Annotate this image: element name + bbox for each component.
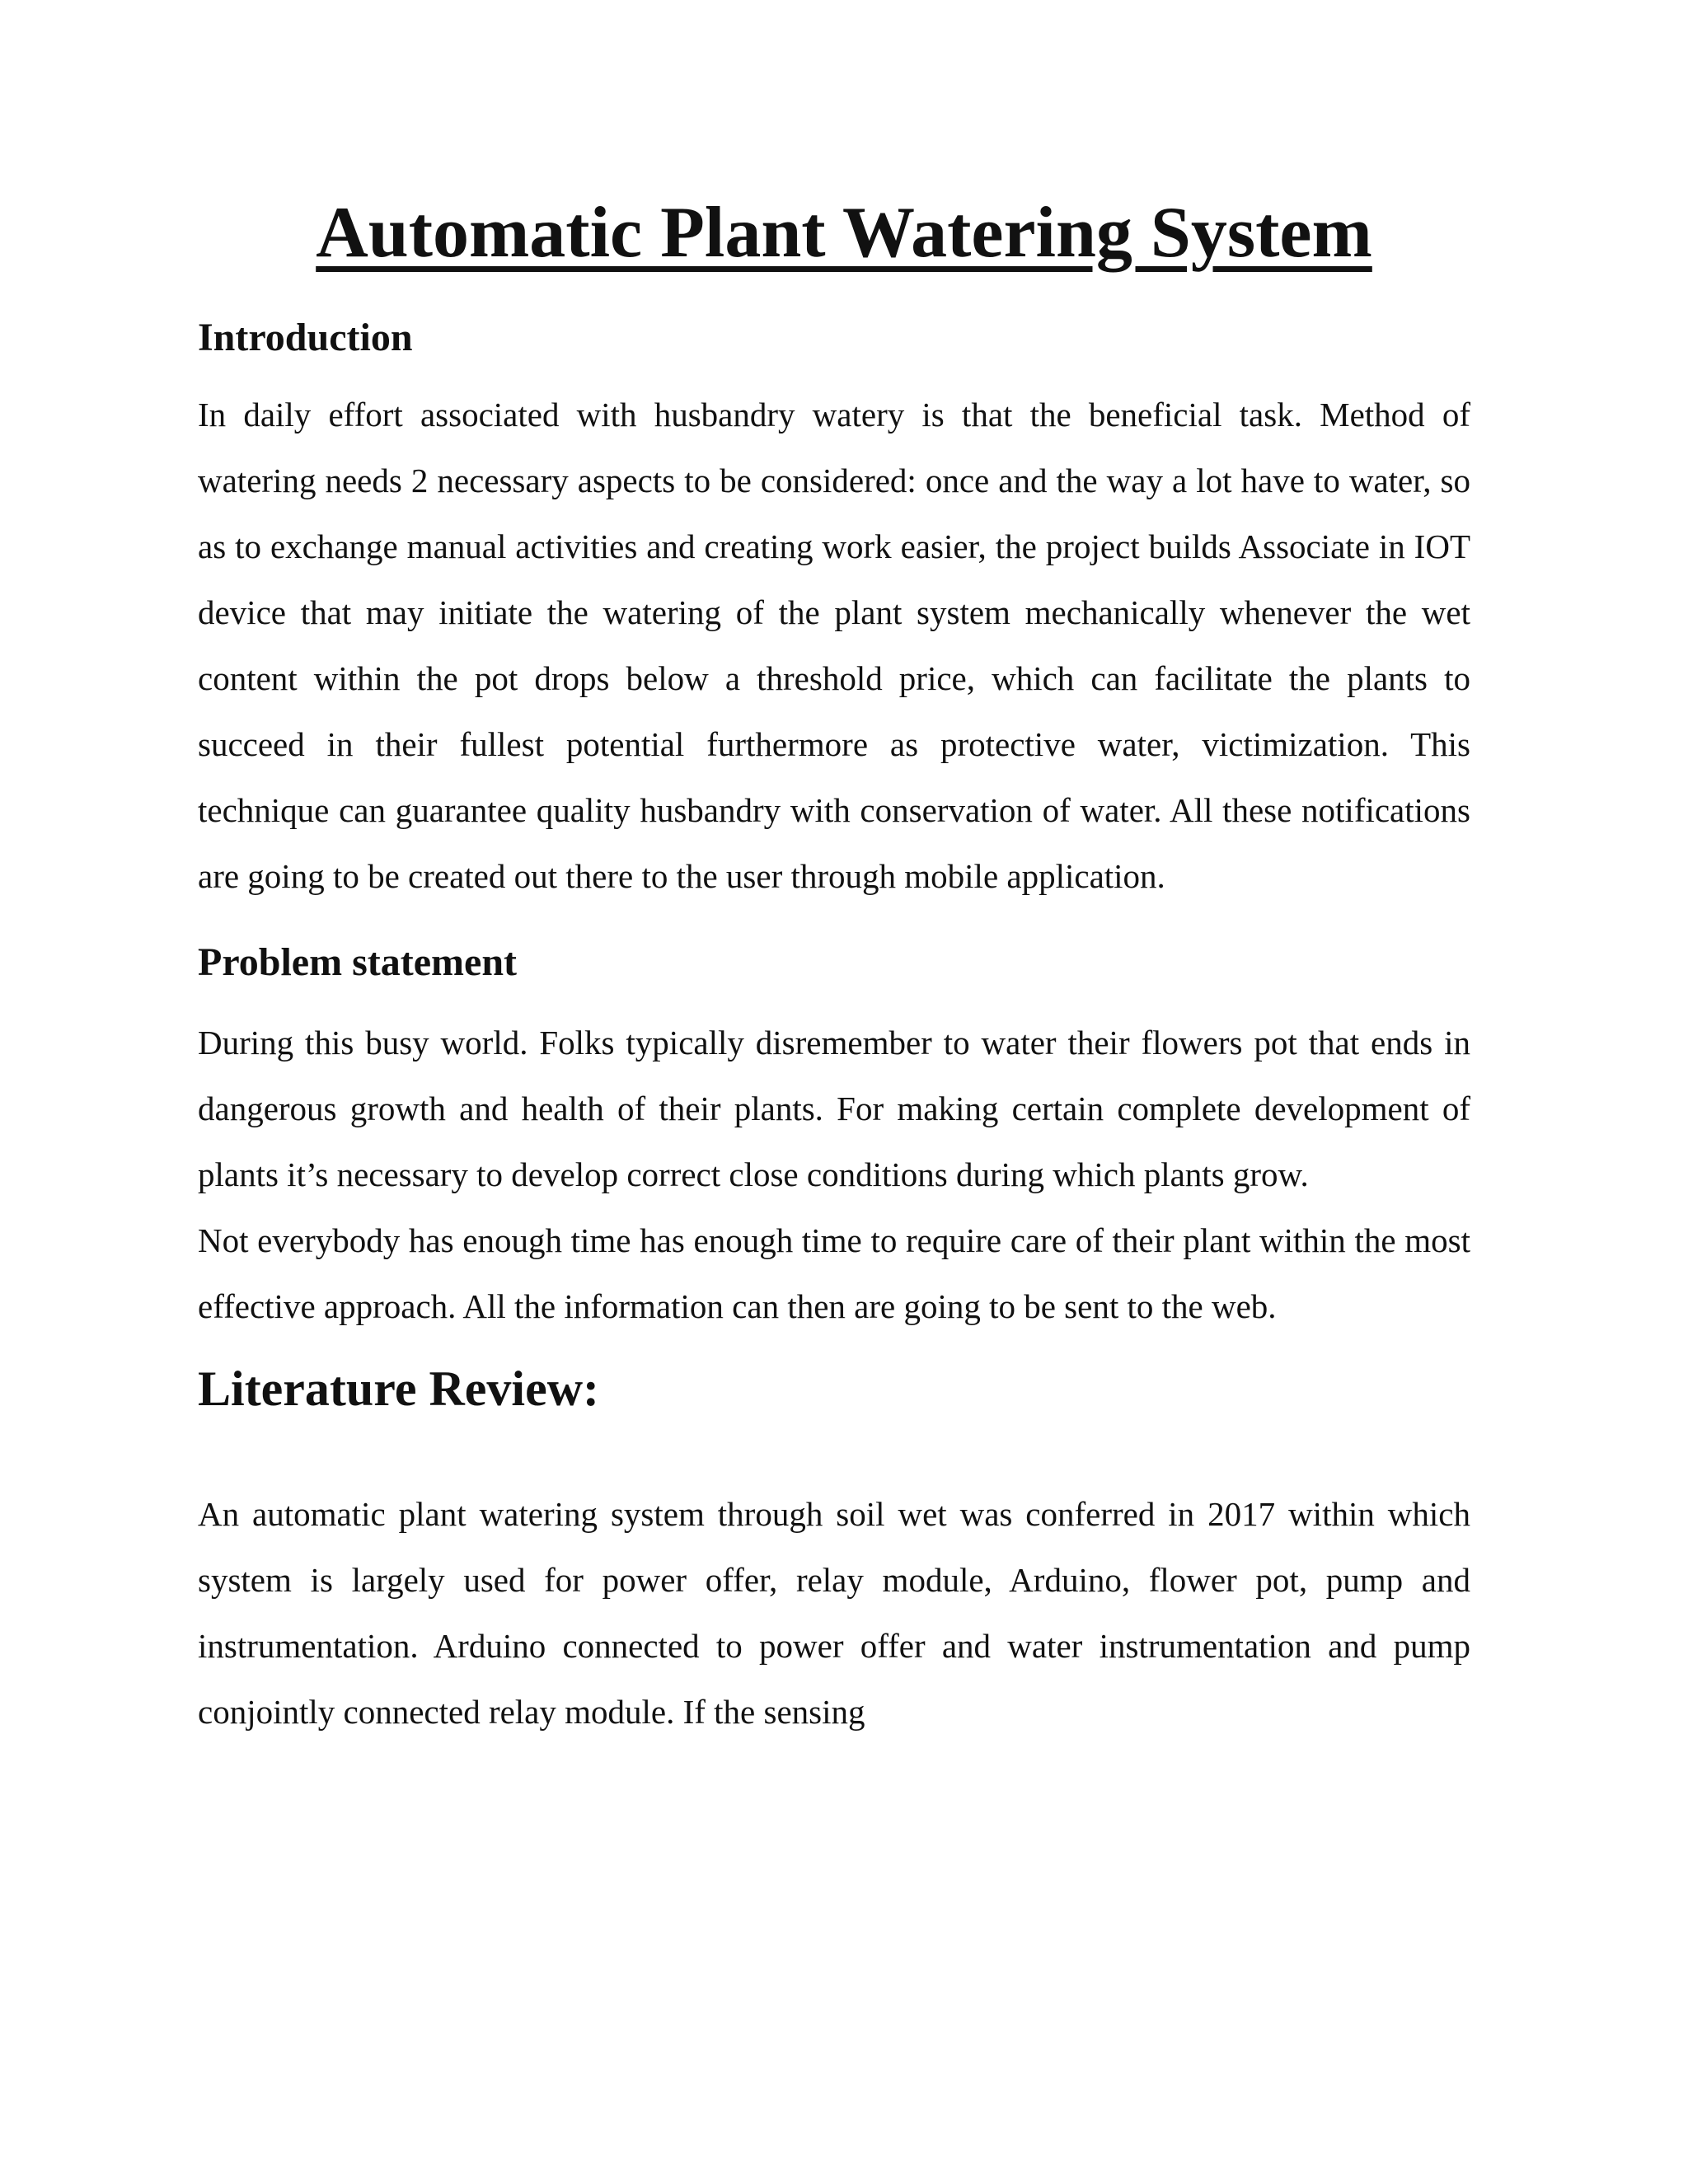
section-heading-literature-review: Literature Review: (198, 1361, 600, 1416)
document-body (198, 309, 1470, 1745)
section-heading-problem-statement: Problem statement (198, 940, 517, 984)
section-heading-introduction: Introduction (198, 316, 413, 359)
document-title: Automatic Plant Watering System (316, 193, 1372, 273)
literature-review-paragraph: An automatic plant watering system through soil wet was conferred in 2017 within which system is largely used for power offer, relay module, Arduino, flower pot, pump and instrumentation. Arduino connected to power offer and water instrumentation and pump conjointly connected relay module. If the sensing (198, 1495, 1470, 1731)
introduction-paragraph: In daily effort associated with husbandry watery is that the beneficial task. Method of watering needs 2 necessary aspects to be considered: once and the way a lot have to water, so as to exchange manual activities and creating work easier, the project builds Associate in IOT device that may initiate the watering of the plant system mechanically whenever the wet content within the pot drops below a threshold price, which can facilitate the plants to succeed in their fullest potential furthermore as protective water, victimization. This technique can guarantee quality husbandry with conservation of water. All these notifications are going to be created out there to the user through mobile application. (198, 396, 1470, 895)
problem-statement-paragraph-2: Not everybody has enough time has enough time to require care of their plant within the most effective approach. All the information can then are going to be sent to the web. (198, 1221, 1470, 1325)
problem-statement-paragraph-1: During this busy world. Folks typically disremember to water their flowers pot that ends in dangerous growth and health of their plants. For making certain complete development of plants it’s necessary to develop correct close conditions during which plants grow. (198, 1024, 1470, 1193)
